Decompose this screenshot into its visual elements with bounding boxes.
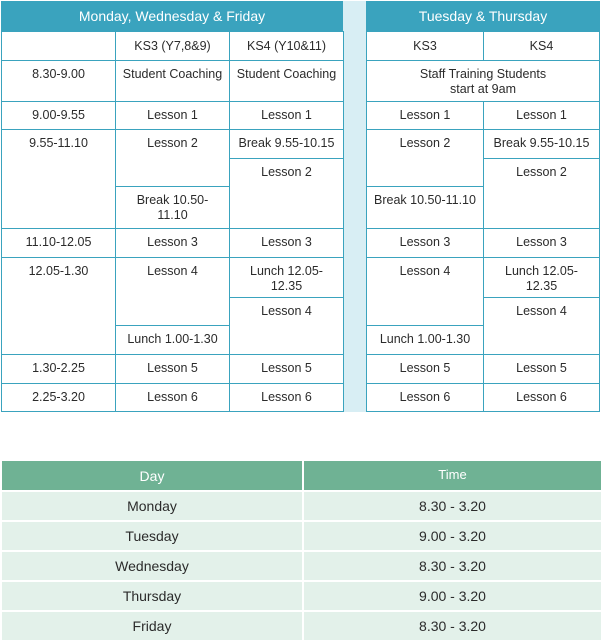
ks3-tt-lunch: Lunch 1.00-1.30 [366,325,484,355]
ks3-tt-break: Break 10.50-11.10 [366,186,484,229]
ks4-mwf-lunch: Lunch 12.05-12.35 [229,257,344,298]
col-ks4-tt: KS4 [483,31,600,61]
time-cell: 9.00-9.55 [1,101,116,130]
hours-day-cell: Monday [2,492,302,520]
ks4-tt-lesson-1: Lesson 1 [483,101,600,130]
ks3-mwf-lesson-1: Lesson 1 [115,101,230,130]
header-tue-thu: Tuesday & Thursday [366,1,600,31]
ks4-mwf-lesson-6: Lesson 6 [229,383,344,412]
ks4-mwf-coaching: Student Coaching [229,60,344,102]
ks3-mwf-lesson-4: Lesson 4 [115,257,230,326]
time-cell: 1.30-2.25 [1,354,116,384]
ks4-mwf-lesson-1: Lesson 1 [229,101,344,130]
ks3-tt-lesson-6: Lesson 6 [366,383,484,412]
hours-time-cell: 8.30 - 3.20 [304,492,601,520]
ks3-mwf-lunch: Lunch 1.00-1.30 [115,325,230,355]
column-divider [343,1,366,412]
ks3-tt-lesson-1: Lesson 1 [366,101,484,130]
ks3-tt-lesson-2: Lesson 2 [366,129,484,187]
ks4-mwf-lesson-2: Lesson 2 [229,158,344,229]
ks4-mwf-lesson-3: Lesson 3 [229,228,344,258]
col-ks3-mwf: KS3 (Y7,8&9) [115,31,230,61]
ks3-mwf-lesson-2: Lesson 2 [115,129,230,187]
col-ks4-mwf: KS4 (Y10&11) [229,31,344,61]
hours-time-cell: 8.30 - 3.20 [304,612,601,640]
ks3-mwf-lesson-6: Lesson 6 [115,383,230,412]
ks3-mwf-lesson-3: Lesson 3 [115,228,230,258]
hours-header-time: Time [304,461,601,490]
time-cell: 9.55-11.10 [1,129,116,229]
hours-day-cell: Friday [2,612,302,640]
hours-time-cell: 9.00 - 3.20 [304,582,601,610]
time-cell: 11.10-12.05 [1,228,116,258]
time-column-header [1,31,116,61]
header-mon-wed-fri: Monday, Wednesday & Friday [1,1,343,31]
hours-time-cell: 9.00 - 3.20 [304,522,601,550]
ks4-mwf-lesson-4: Lesson 4 [229,297,344,355]
ks3-tt-lesson-3: Lesson 3 [366,228,484,258]
hours-day-cell: Thursday [2,582,302,610]
hours-day-cell: Wednesday [2,552,302,580]
ks3-tt-lesson-4: Lesson 4 [366,257,484,326]
ks3-mwf-lesson-5: Lesson 5 [115,354,230,384]
staff-training-cell: Staff Training Students start at 9am [366,60,600,102]
time-cell: 8.30-9.00 [1,60,116,102]
ks4-tt-break: Break 9.55-10.15 [483,129,600,159]
ks4-tt-lesson-2: Lesson 2 [483,158,600,229]
hours-header-day: Day [2,461,302,490]
ks3-mwf-coaching: Student Coaching [115,60,230,102]
time-cell: 2.25-3.20 [1,383,116,412]
hours-time-cell: 8.30 - 3.20 [304,552,601,580]
ks4-tt-lunch: Lunch 12.05-12.35 [483,257,600,298]
ks3-mwf-break: Break 10.50-11.10 [115,186,230,229]
ks4-tt-lesson-5: Lesson 5 [483,354,600,384]
ks4-tt-lesson-3: Lesson 3 [483,228,600,258]
ks4-mwf-lesson-5: Lesson 5 [229,354,344,384]
col-ks3-tt: KS3 [366,31,484,61]
ks4-tt-lesson-4: Lesson 4 [483,297,600,355]
ks4-mwf-break: Break 9.55-10.15 [229,129,344,159]
hours-day-cell: Tuesday [2,522,302,550]
ks4-tt-lesson-6: Lesson 6 [483,383,600,412]
ks3-tt-lesson-5: Lesson 5 [366,354,484,384]
time-cell: 12.05-1.30 [1,257,116,355]
